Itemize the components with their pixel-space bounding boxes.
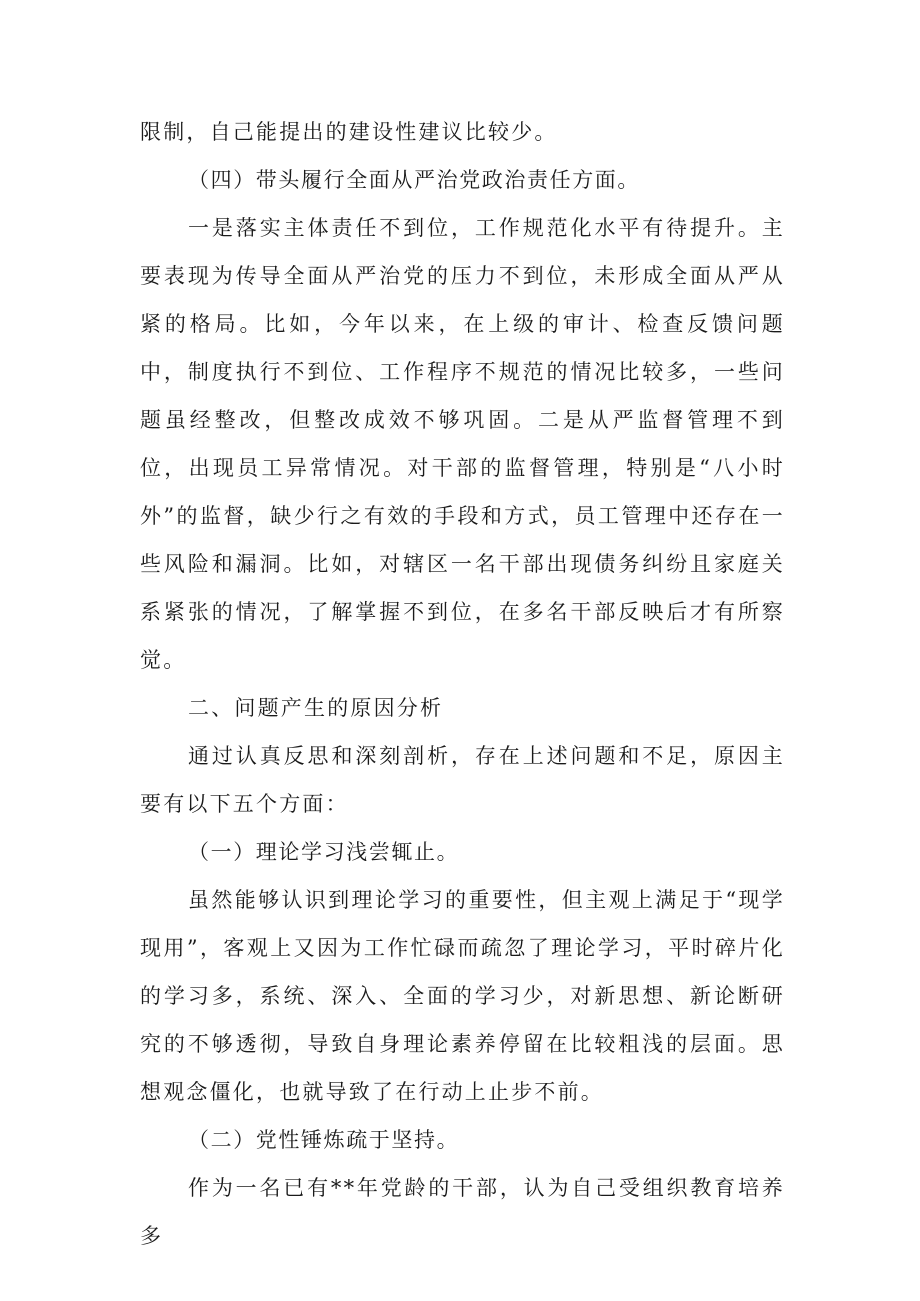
document-body bbox=[140, 108, 785, 1260]
subheading-four: （四）带头履行全面从严治党政治责任方面。 bbox=[188, 168, 640, 192]
paragraph-causes-intro: 通过认真反思和深刻剖析，存在上述问题和不足，原因主要有以下五个方面： bbox=[140, 744, 785, 816]
section-heading-causes: 二、问题产生的原因分析 bbox=[188, 696, 444, 720]
paragraph-responsibility: 一是落实主体责任不到位，工作规范化水平有待提升。主要表现为传导全面从严治党的压力不到位，未形成全面从严从紧的格局。比如，今年以来，在上级的审计、检查反馈问题中，制度执行不到位、工作程序不规范的情况比较多，一些问题虽经整改，但整改成效不够巩固。二是从严监督管理不到位，出现员工异常情况。对干部的监督管理，特别是“八小时外”的监督，缺少行之有效的手段和方式，员工管理中还存在一些风险和漏洞。比如，对辖区一名干部出现债务纠纷且家庭关系紧张的情况，了解掌握不到位，在多名干部反映后才有所察觉。 bbox=[140, 216, 785, 672]
paragraph-party-spirit: 作为一名已有**年党龄的干部，认为自己受组织教育培养多 bbox=[140, 1176, 785, 1248]
paragraph-continuation: 限制，自己能提出的建设性建议比较少。 bbox=[140, 120, 558, 144]
subheading-one: （一）理论学习浅尝辄止。 bbox=[188, 840, 460, 864]
paragraph-theory-study: 虽然能够认识到理论学习的重要性，但主观上满足于“现学现用”，客观上又因为工作忙碌而疏忽了理论学习，平时碎片化的学习多，系统、深入、全面的学习少，对新思想、新论断研究的不够透彻，导致自身理论素养停留在比较粗浅的层面。思想观念僵化，也就导致了在行动上止步不前。 bbox=[140, 888, 785, 1104]
subheading-two: （二）党性锤炼疏于坚持。 bbox=[188, 1128, 460, 1152]
